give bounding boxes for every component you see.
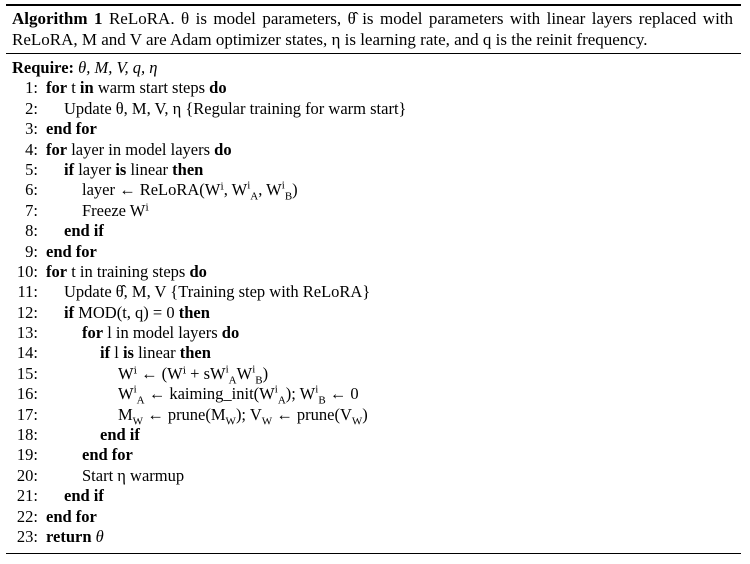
subscript: W — [261, 414, 273, 427]
code-text: warm start steps — [93, 78, 210, 98]
keyword: then — [178, 302, 210, 322]
line-number: 18: — [16, 425, 38, 445]
code-text: layer ← ReLoRA(Wⁱ, W — [82, 180, 248, 200]
code-text: θ — [91, 526, 104, 546]
line-number: 11: — [17, 282, 38, 302]
algo-line-3 — [6, 119, 741, 139]
superscript: i — [274, 383, 278, 396]
algo-line-1 — [6, 78, 741, 98]
keyword: end for — [46, 241, 97, 261]
algo-line-6 — [6, 179, 741, 203]
algo-line-8 — [6, 221, 741, 241]
code-text: l in model layers — [103, 323, 222, 343]
line-number: 21: — [16, 486, 38, 506]
code-text: Update θ̂, M, V {Training step with ReLoRA} — [64, 282, 371, 302]
code-text: ← 0 — [325, 384, 359, 404]
line-number: 22: — [16, 506, 38, 526]
superscript: i — [252, 363, 256, 376]
algo-line-15 — [6, 363, 741, 387]
algo-line-14 — [6, 343, 741, 363]
code-text: ); W — [285, 384, 316, 404]
keyword: then — [172, 159, 204, 179]
code-text: Start η warmup — [82, 465, 185, 485]
algo-line-20 — [6, 466, 741, 486]
caption-text: θ is model parameters, θ̂ is model parameters with linear layers replaced with ReLoRA, M and V are Adam optimizer states, η is learning rate, and q is the reinit frequency. — [12, 9, 734, 49]
line-number: 23: — [16, 526, 38, 546]
keyword: for — [46, 139, 68, 159]
code-text: ); V — [235, 404, 262, 424]
line-number: 5: — [25, 159, 38, 179]
keyword: for — [82, 323, 104, 343]
keyword: for — [46, 78, 68, 98]
code-text: ) — [362, 404, 368, 424]
algo-line-5 — [6, 160, 741, 180]
line-number: 6: — [25, 180, 38, 200]
superscript: i — [247, 179, 251, 192]
algo-line-13 — [6, 323, 741, 343]
code-text: l — [110, 343, 123, 363]
line-number: 8: — [25, 221, 38, 241]
keyword: then — [179, 343, 211, 363]
keyword: is — [115, 159, 127, 179]
algo-line-2 — [6, 99, 741, 119]
code-text: Wⁱ ← (Wⁱ + sW — [118, 363, 226, 383]
keyword: end if — [100, 425, 140, 445]
keyword: for — [46, 261, 68, 281]
code-text: t in training steps — [67, 261, 190, 281]
algo-line-23 — [6, 527, 741, 547]
subscript: B — [284, 190, 293, 203]
line-number: 10: — [16, 261, 38, 281]
keyword: if — [64, 302, 75, 322]
code-text: M — [118, 404, 133, 424]
line-number: 20: — [16, 465, 38, 485]
code-text: linear — [126, 159, 173, 179]
code-text: Freeze Wⁱ — [82, 200, 149, 220]
line-number: 19: — [16, 445, 38, 465]
algo-line-11 — [6, 282, 741, 302]
caption-label: Algorithm 1 — [12, 9, 103, 28]
require-line — [6, 58, 741, 78]
subscript: B — [255, 374, 263, 387]
keyword: in — [79, 78, 94, 98]
code-text: ) — [262, 363, 269, 383]
keyword: do — [214, 139, 232, 159]
line-number: 1: — [25, 78, 38, 98]
line-number: 9: — [25, 241, 38, 261]
subscript: W — [351, 414, 363, 427]
algorithm-block — [6, 4, 741, 554]
algorithm-lines — [6, 54, 741, 547]
code-text: MOD(t, q) = 0 — [74, 302, 179, 322]
keyword: end for — [82, 445, 133, 465]
algo-line-17 — [6, 405, 741, 425]
keyword: do — [209, 78, 227, 98]
line-number: 12: — [16, 302, 38, 322]
keyword: is — [122, 343, 134, 363]
subscript: A — [136, 394, 145, 407]
require-args: θ, M, V, q, η — [78, 58, 158, 77]
keyword: if — [64, 159, 75, 179]
subscript: A — [277, 394, 286, 407]
subscript: A — [250, 190, 259, 203]
superscript: i — [225, 363, 229, 376]
code-text: linear — [133, 343, 180, 363]
keyword: do — [189, 261, 207, 281]
code-text: t — [67, 78, 80, 98]
algo-line-19 — [6, 445, 741, 465]
keyword: end if — [64, 221, 104, 241]
code-text: W — [118, 384, 134, 404]
algo-line-12 — [6, 303, 741, 323]
algo-line-16 — [6, 383, 741, 407]
line-number: 14: — [16, 343, 38, 363]
algo-line-18 — [6, 425, 741, 445]
subscript: W — [132, 414, 144, 427]
algo-line-9 — [6, 242, 741, 262]
superscript: i — [315, 383, 319, 396]
algo-line-4 — [6, 140, 741, 160]
algorithm-caption — [6, 6, 741, 53]
line-number: 7: — [25, 200, 38, 220]
line-number: 13: — [16, 323, 38, 343]
algo-line-10 — [6, 262, 741, 282]
line-number: 2: — [25, 98, 38, 118]
code-text: Update θ, M, V, η {Regular training for warm start} — [64, 98, 407, 118]
keyword: end for — [46, 506, 97, 526]
keyword: return — [46, 526, 92, 546]
line-number: 15: — [16, 363, 38, 383]
code-text: ← prune(V — [272, 404, 352, 424]
algo-line-21 — [6, 486, 741, 506]
algo-line-22 — [6, 507, 741, 527]
require-keyword: Require: — [12, 58, 75, 77]
keyword: do — [221, 323, 240, 343]
keyword: end if — [64, 486, 104, 506]
bottom-rule — [6, 553, 741, 554]
line-number: 16: — [16, 384, 38, 404]
code-text: W — [236, 363, 253, 383]
line-number: 3: — [25, 119, 38, 139]
subscript: B — [318, 394, 326, 407]
code-text: layer in model layers — [67, 139, 215, 159]
caption-name: ReLoRA. — [108, 9, 175, 28]
line-number: 17: — [16, 404, 38, 424]
code-text: ← kaiming_init(W — [144, 384, 275, 404]
line-number: 4: — [25, 139, 38, 159]
code-text: ← prune(M — [143, 404, 226, 424]
subscript: A — [228, 374, 237, 387]
algo-line-7 — [6, 201, 741, 221]
superscript: i — [281, 179, 285, 192]
subscript: W — [225, 414, 236, 427]
keyword: end for — [46, 119, 97, 139]
code-text: ) — [292, 180, 298, 200]
code-text: layer — [74, 159, 116, 179]
superscript: i — [133, 383, 137, 396]
code-text: , W — [258, 180, 282, 200]
keyword: if — [100, 343, 111, 363]
